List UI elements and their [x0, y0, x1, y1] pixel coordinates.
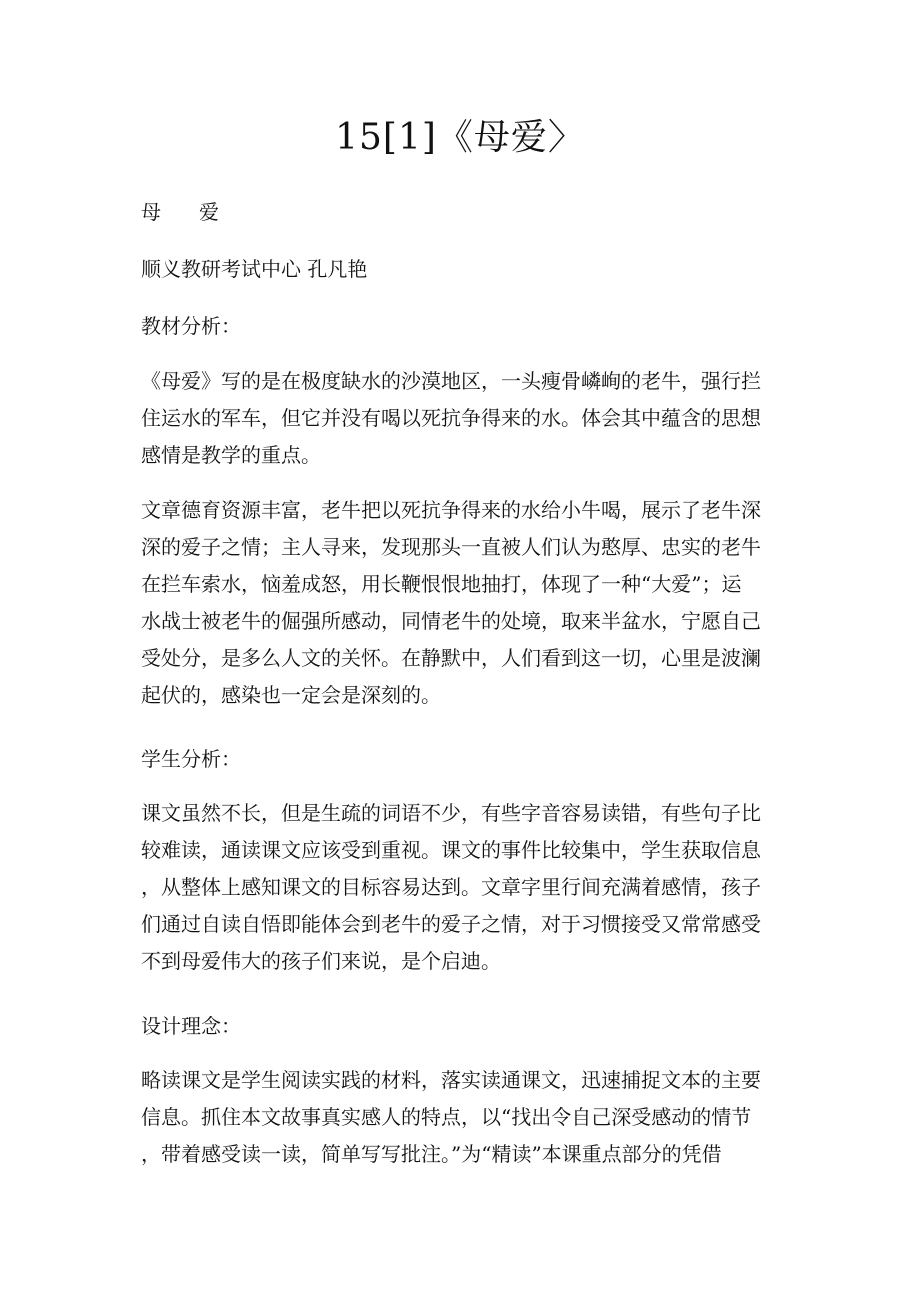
paragraph-line: 们通过自读自悟即能体会到老牛的爱子之情，对于习惯接受又常常感受 — [141, 912, 761, 936]
paragraph-line: 在拦车索水，恼羞成怒，用长鞭恨恨地抽打，体现了一种“大爱”；运 — [141, 572, 742, 596]
paragraph-line: 水战士被老牛的倔强所感动，同情老牛的处境，取来半盆水，宁愿自己 — [141, 609, 761, 633]
paragraph-line: 不到母爱伟大的孩子们来说，是个启迪。 — [141, 949, 501, 973]
paragraph-line: 受处分，是多么人文的关怀。在静默中，人们看到这一切，心里是波澜 — [141, 646, 761, 670]
paragraph-line: ，从整体上感知课文的目标容易达到。文章字里行间充满着感情，孩子 — [141, 875, 761, 899]
paragraph-line: 《母爱》写的是在极度缺水的沙漠地区，一头瘦骨嶙峋的老牛，强行拦 — [141, 369, 761, 393]
paragraph-line: 感情是教学的重点。 — [141, 443, 321, 467]
paragraph-line: 起伏的，感染也一定会是深刻的。 — [141, 683, 441, 707]
section-heading-students: 学生分析： — [141, 747, 241, 771]
subtitle-char-2: 爱 — [199, 200, 219, 224]
paragraph-line: 信息。抓住本文故事真实感人的特点，以“找出令自己深受感动的情节 — [141, 1105, 752, 1129]
section-heading-design: 设计理念： — [141, 1014, 241, 1038]
lesson-subtitle — [141, 198, 791, 226]
paragraph-line: 略读课文是学生阅读实践的材料，落实读通课文，迅速捕捉文本的主要 — [141, 1068, 761, 1092]
paragraph-line: 较难读，通读课文应该受到重视。课文的事件比较集中，学生获取信息 — [141, 838, 761, 862]
paragraph-line: 文章德育资源丰富，老牛把以死抗争得来的水给小牛喝，展示了老牛深 — [141, 498, 761, 522]
author-line: 顺义教研考试中心 孔凡艳 — [141, 257, 368, 281]
paragraph-line: 课文虽然不长，但是生疏的词语不少，有些字音容易读错，有些句子比 — [141, 801, 761, 825]
paragraph-line: 深的爱子之情；主人寻来，发现那头一直被人们认为憨厚、忠实的老牛 — [141, 535, 761, 559]
section-heading-materials: 教材分析： — [141, 314, 241, 338]
paragraph-line: ，带着感受读一读，简单写写批注。”为“精读”本课重点部分的凭借 — [141, 1142, 722, 1166]
subtitle-char-1: 母 — [141, 200, 161, 224]
document-title: 15[1]《母爱〉 — [335, 117, 585, 158]
paragraph-line: 住运水的军车，但它并没有喝以死抗争得来的水。体会其中蕴含的思想 — [141, 406, 761, 430]
